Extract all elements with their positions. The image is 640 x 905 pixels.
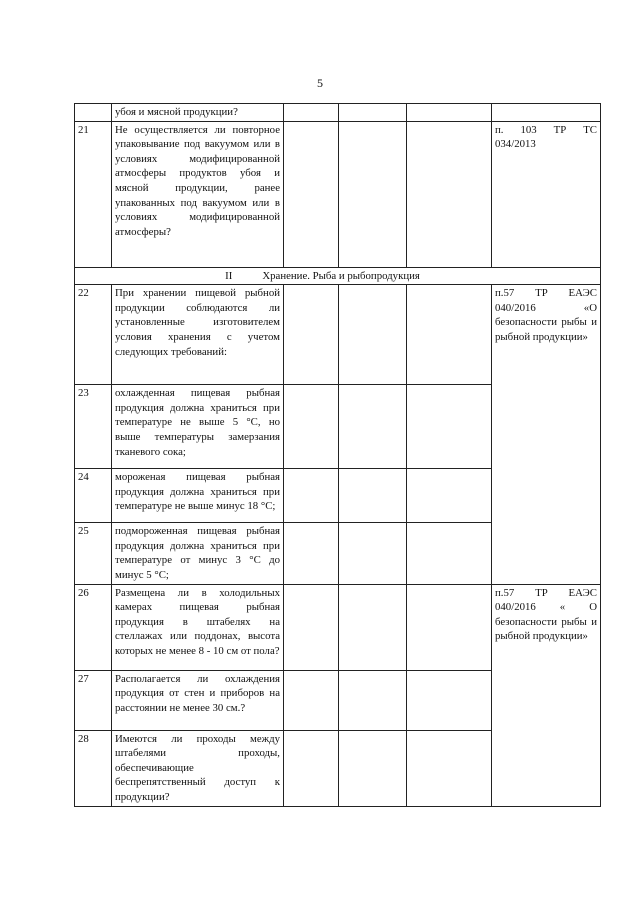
- reference-cell: п.57 ТР ЕАЭС 040/2016 «О безопасности рыбы и рыбной продукции»: [492, 285, 601, 584]
- answer-cell: [339, 385, 407, 469]
- row-number-cell: 22: [75, 285, 112, 385]
- question-cell: При хранении пищевой рыбной продукции соблюдаются ли установленные изготовителем условия хранения с учетом следующих требований:: [112, 285, 284, 385]
- question-cell: мороженая пищевая рыбная продукция должна храниться при температуре не выше минус 18 °С;: [112, 469, 284, 523]
- question-cell: подмороженная пищевая рыбная продукция должна храниться при температуре от минус 3 °С до минус 5 °С;: [112, 523, 284, 584]
- section-header: [75, 267, 601, 285]
- row-number-cell: [75, 104, 112, 122]
- row-number-cell: 25: [75, 523, 112, 584]
- row-number-cell: 27: [75, 670, 112, 730]
- table-row: [75, 121, 601, 267]
- row-number-cell: 28: [75, 730, 112, 806]
- answer-cell: [339, 285, 407, 385]
- question-cell: Располагается ли охлаждения продукция от стен и приборов на расстоянии не менее 30 см.?: [112, 670, 284, 730]
- answer-cell: [407, 730, 492, 806]
- answer-cell: [284, 104, 339, 122]
- table-row: [75, 584, 601, 670]
- table-row: [75, 104, 601, 122]
- question-cell: Не осуществляется ли повторное упаковывание под вакуумом или в условиях модифицированной атмосферы продуктов убоя и мясной продукции, ранее упакованных под вакуумом или в условиях модифицированной атмосферы?: [112, 121, 284, 267]
- reference-cell: п.57 ТР ЕАЭС 040/2016 « О безопасности рыбы и рыбной продукции»: [492, 584, 601, 806]
- answer-cell: [339, 730, 407, 806]
- section-number: II: [225, 269, 233, 282]
- answer-cell: [339, 670, 407, 730]
- answer-cell: [407, 104, 492, 122]
- answer-cell: [284, 584, 339, 670]
- question-cell: Размещена ли в холодильных камерах пищевая рыбная продукция в штабелях на стеллажах или поддонах, высота которых не менее 8 - 10 см от пола?: [112, 584, 284, 670]
- answer-cell: [284, 523, 339, 584]
- row-number-cell: 23: [75, 385, 112, 469]
- answer-cell: [284, 385, 339, 469]
- answer-cell: [284, 469, 339, 523]
- reference-cell: [492, 104, 601, 122]
- answer-cell: [407, 385, 492, 469]
- reference-cell: п. 103 ТР ТС 034/2013: [492, 121, 601, 267]
- answer-cell: [339, 104, 407, 122]
- answer-cell: [407, 670, 492, 730]
- table-row: [75, 285, 601, 385]
- row-number-cell: 26: [75, 584, 112, 670]
- row-number-cell: 24: [75, 469, 112, 523]
- answer-cell: [284, 730, 339, 806]
- answer-cell: [407, 584, 492, 670]
- answer-cell: [339, 523, 407, 584]
- answer-cell: [407, 121, 492, 267]
- answer-cell: [284, 285, 339, 385]
- page-number: 5: [317, 76, 323, 90]
- question-cell: охлажденная пищевая рыбная продукция должна храниться при температуре не выше 5 °С, но выше температуры замерзания тканевого сока;: [112, 385, 284, 469]
- answer-cell: [407, 469, 492, 523]
- answer-cell: [339, 121, 407, 267]
- answer-cell: [339, 469, 407, 523]
- question-cell: Имеются ли проходы между штабелями проходы, обеспечивающие беспрепятственный доступ к продукции?: [112, 730, 284, 806]
- row-number-cell: 21: [75, 121, 112, 267]
- answer-cell: [407, 285, 492, 385]
- question-cell: убоя и мясной продукции?: [112, 104, 284, 122]
- answer-cell: [284, 121, 339, 267]
- section-row: [75, 267, 601, 285]
- section-title: Хранение. Рыба и рыбопродукция: [262, 269, 420, 282]
- answer-cell: [407, 523, 492, 584]
- answer-cell: [339, 584, 407, 670]
- inspection-checklist-table: [74, 103, 601, 807]
- answer-cell: [284, 670, 339, 730]
